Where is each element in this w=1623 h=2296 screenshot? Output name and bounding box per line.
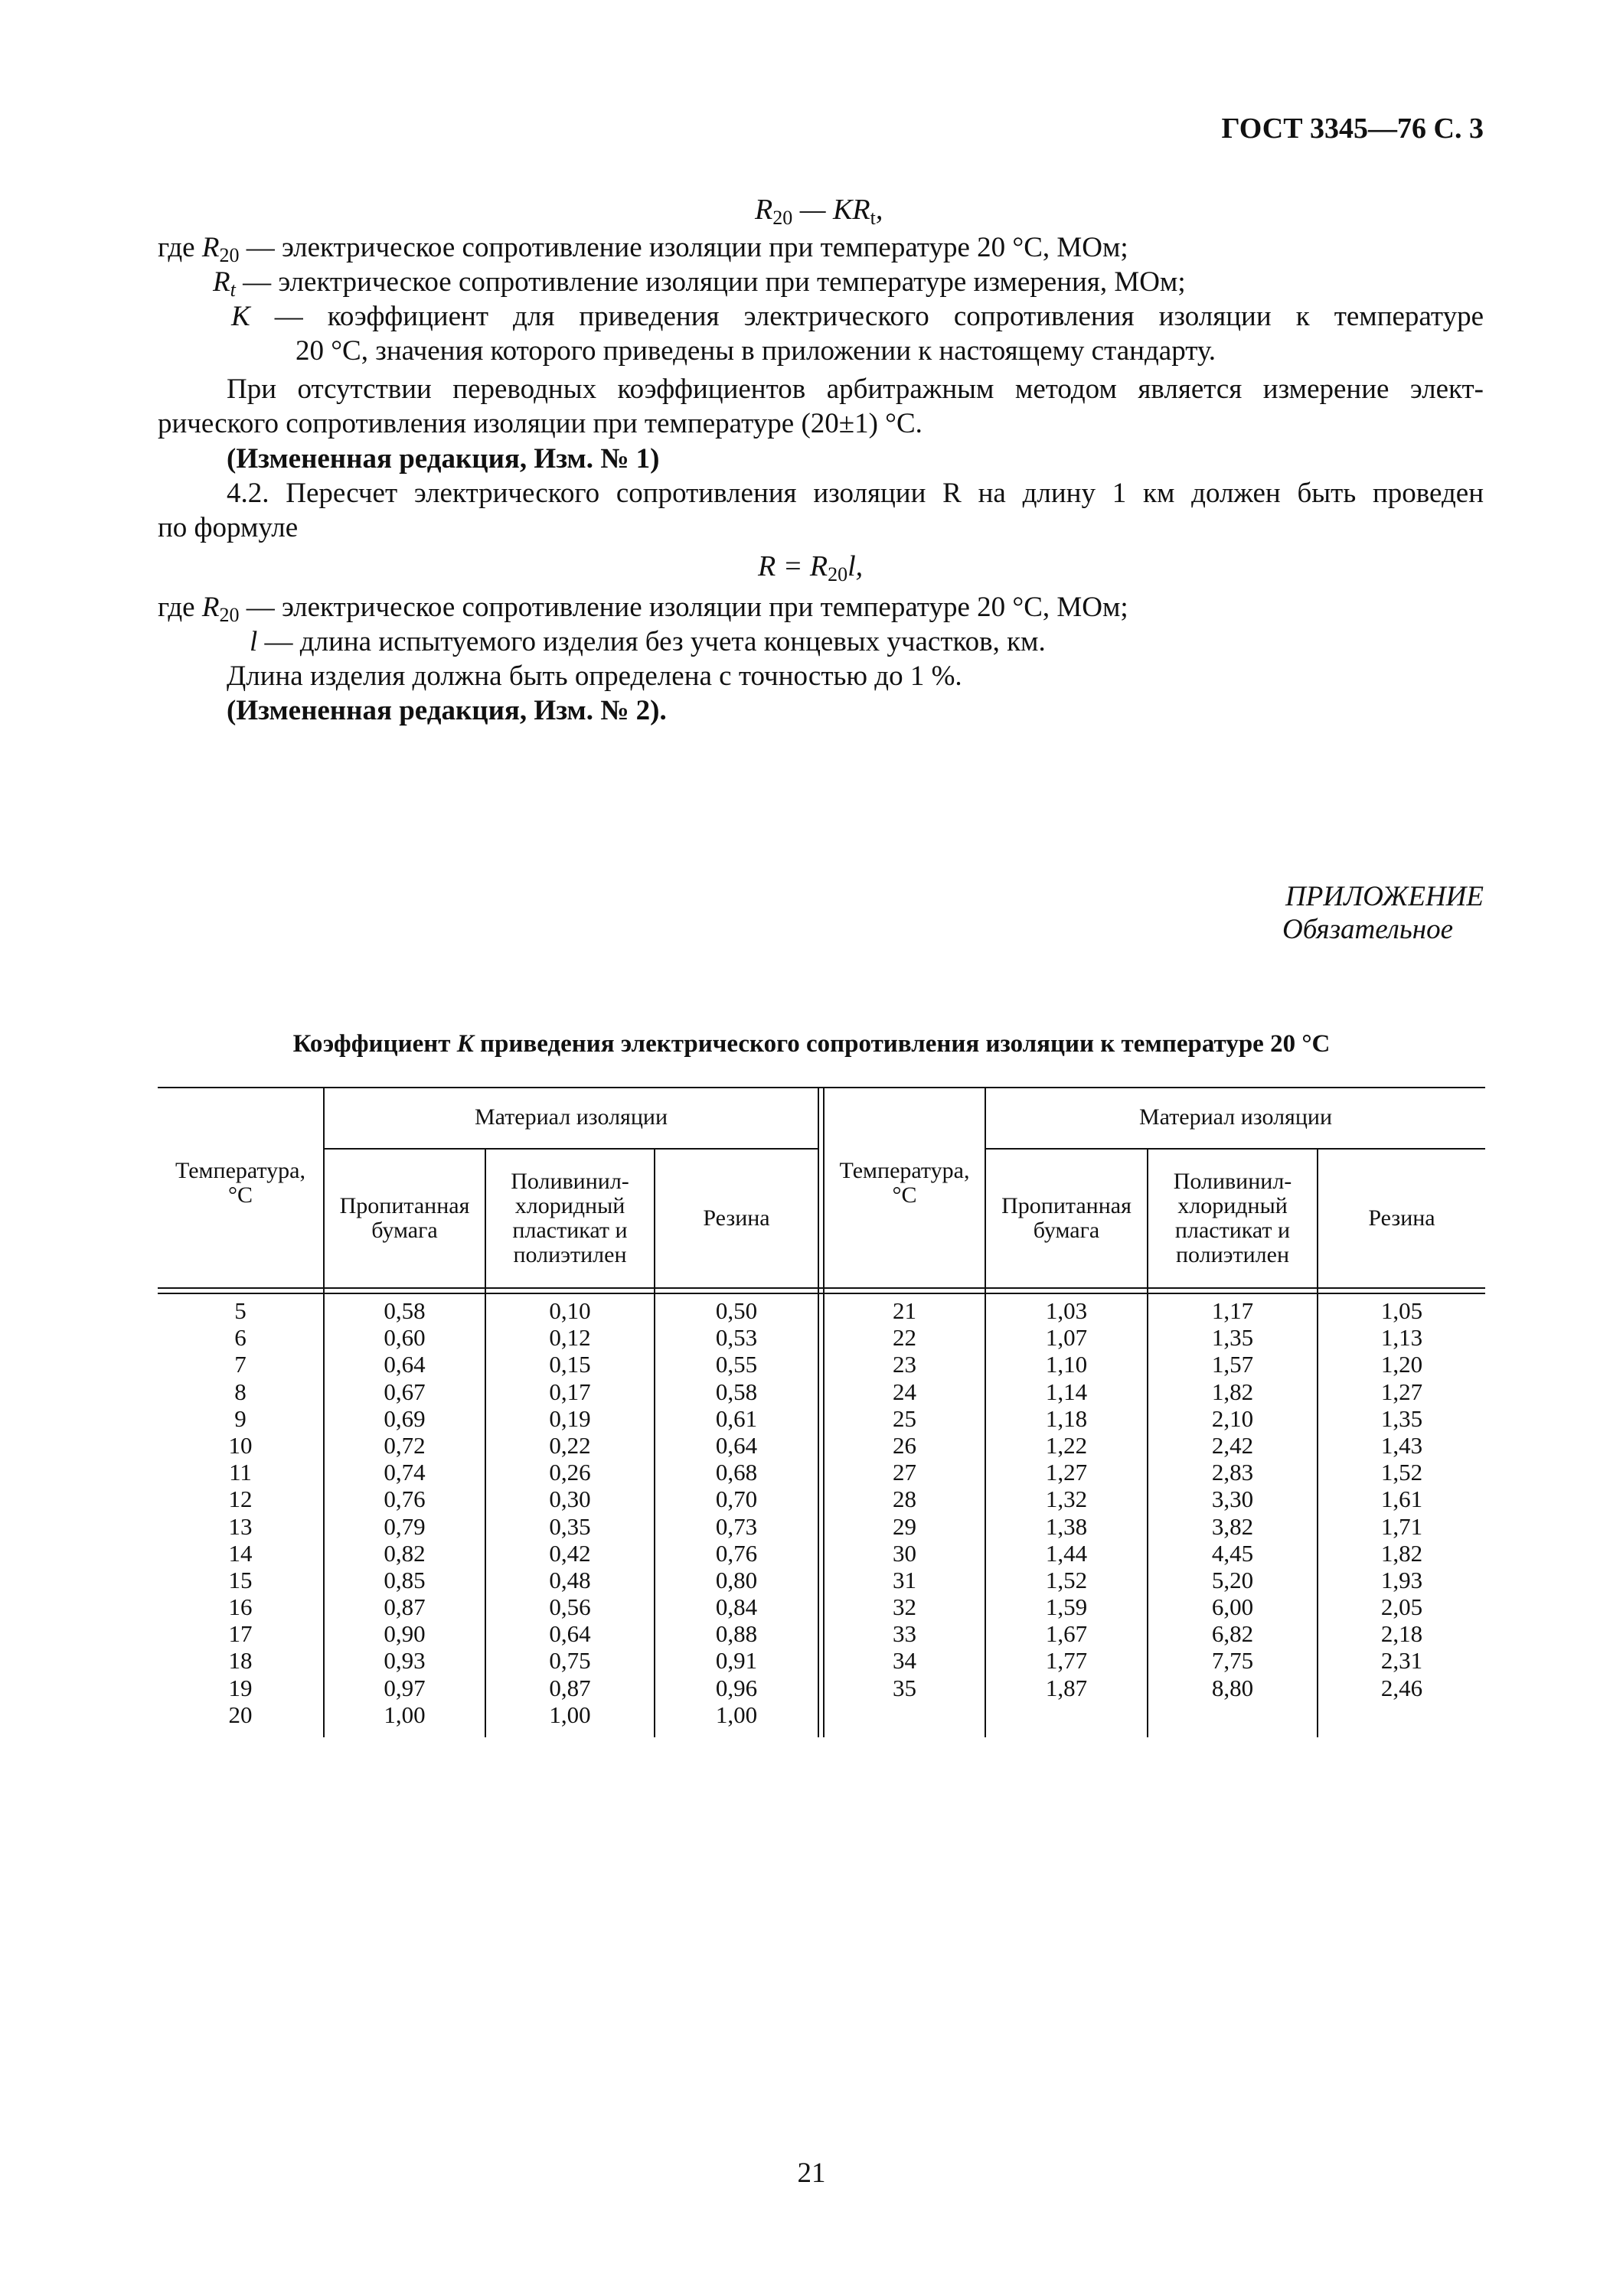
- table-cell: 33: [893, 1620, 916, 1648]
- paragraph: При отсутствии переводных коэффициентов арбитражным методом является измерение элект-: [227, 373, 1484, 405]
- table-cell: 9: [234, 1404, 247, 1432]
- table-cell: 0,26: [549, 1459, 591, 1486]
- table-cell: 15: [228, 1566, 253, 1593]
- table-cell: 1,35: [1380, 1404, 1423, 1432]
- table-cell: 7: [234, 1351, 247, 1378]
- table-cell: 0,12: [549, 1324, 591, 1352]
- table-cell: 27: [893, 1459, 916, 1486]
- column-pvc: [1148, 1297, 1317, 1701]
- table-cell: 1,22: [1045, 1431, 1088, 1459]
- table-cell: 1,67: [1045, 1620, 1088, 1648]
- header-paper: Пропитанная бумага: [1001, 1193, 1132, 1243]
- table-cell: 29: [893, 1512, 916, 1540]
- table-cell: 1,82: [1211, 1378, 1254, 1405]
- table-cell: 0,74: [384, 1459, 426, 1486]
- definition-line: 20 °C, значения которого приведены в приложении к настоящему стандарту.: [296, 335, 1216, 367]
- table-cell: 4,45: [1211, 1539, 1254, 1567]
- table-cell: 0,30: [549, 1486, 591, 1513]
- definition-line: K — коэффициент для приведения электрического сопротивления изоляции к температуре: [231, 301, 1484, 332]
- table-cell: 0,56: [549, 1593, 591, 1621]
- table-cell: 2,83: [1211, 1459, 1254, 1486]
- table-cell: 0,42: [549, 1539, 591, 1567]
- table-cell: 0,60: [384, 1324, 426, 1352]
- table-cell: 32: [893, 1593, 916, 1621]
- table-cell: 1,57: [1211, 1351, 1254, 1378]
- table-cell: 0,58: [384, 1297, 426, 1324]
- table-cell: 0,76: [384, 1486, 426, 1513]
- table-rule-header: [158, 1293, 1485, 1294]
- table-cell: 0,84: [715, 1593, 758, 1621]
- header-rubber: Резина: [1368, 1205, 1435, 1231]
- table-cell: 25: [893, 1404, 916, 1432]
- table-cell: 12: [228, 1486, 253, 1513]
- paragraph: Длина изделия должна быть определена с точностью до 1 %.: [227, 660, 962, 692]
- table-rule-group: [985, 1148, 1485, 1150]
- table-cell: 1,27: [1045, 1459, 1088, 1486]
- table-cell: 35: [893, 1674, 916, 1701]
- table-cell: 1,71: [1380, 1512, 1423, 1540]
- page-number: 21: [797, 2157, 826, 2189]
- paragraph: рического сопротивления изоляции при температуре (20±1) °C.: [158, 408, 923, 439]
- table-cell: 1,38: [1045, 1512, 1088, 1540]
- table-cell: 17: [228, 1620, 253, 1648]
- table-cell: 23: [893, 1351, 916, 1378]
- column-rubber: [1318, 1297, 1485, 1701]
- table-cell: 0,67: [384, 1378, 426, 1405]
- table-cell: 0,58: [715, 1378, 758, 1405]
- column-temperature: [825, 1297, 985, 1701]
- table-cell: 2,42: [1211, 1431, 1254, 1459]
- table-cell: 1,27: [1380, 1378, 1423, 1405]
- table-cell: 0,64: [715, 1431, 758, 1459]
- amendment-note: (Измененная редакция, Изм. № 1): [227, 443, 660, 475]
- coefficient-table: [158, 1087, 1485, 1737]
- table-cell: 14: [228, 1539, 253, 1567]
- table-cell: 0,35: [549, 1512, 591, 1540]
- appendix-subtitle: Обязательное: [1282, 914, 1453, 945]
- table-cell: 2,31: [1380, 1647, 1423, 1675]
- table-cell: 1,82: [1380, 1539, 1423, 1567]
- table-cell: 8: [234, 1378, 247, 1405]
- column-pvc: [486, 1297, 654, 1728]
- table-cell: 24: [893, 1378, 916, 1405]
- table-rule-group: [323, 1148, 819, 1150]
- table-cell: 0,87: [549, 1674, 591, 1701]
- table-cell: 5,20: [1211, 1566, 1254, 1593]
- table-cell: 0,79: [384, 1512, 426, 1540]
- table-cell: 1,87: [1045, 1674, 1088, 1701]
- table-cell: 1,05: [1380, 1297, 1423, 1324]
- table-cell: 0,70: [715, 1486, 758, 1513]
- table-cell: 0,10: [549, 1297, 591, 1324]
- table-cell: 16: [228, 1593, 253, 1621]
- table-cell: 1,52: [1380, 1459, 1423, 1486]
- header-paper: Пропитанная бумага: [339, 1193, 470, 1243]
- table-cell: 0,85: [384, 1566, 426, 1593]
- table-cell: 1,10: [1045, 1351, 1088, 1378]
- table-cell: 19: [228, 1674, 253, 1701]
- table-cell: 1,20: [1380, 1351, 1423, 1378]
- table-cell: 6,00: [1211, 1593, 1254, 1621]
- table-cell: 1,17: [1211, 1297, 1254, 1324]
- table-cell: 2,05: [1380, 1593, 1423, 1621]
- table-cell: 0,50: [715, 1297, 758, 1324]
- amendment-note: (Измененная редакция, Изм. № 2).: [227, 695, 667, 726]
- table-cell: 21: [893, 1297, 916, 1324]
- header-pvc: Поливинил- хлоридный пластикат и полиэтилен: [1173, 1169, 1292, 1267]
- table-cell: 3,30: [1211, 1486, 1254, 1513]
- table-cell: 1,00: [715, 1701, 758, 1728]
- table-cell: 7,75: [1211, 1647, 1254, 1675]
- table-cell: 1,03: [1045, 1297, 1088, 1324]
- table-cell: 3,82: [1211, 1512, 1254, 1540]
- table-cell: 6: [234, 1324, 247, 1352]
- table-cell: 0,19: [549, 1404, 591, 1432]
- table-cell: 0,68: [715, 1459, 758, 1486]
- table-cell: 0,64: [549, 1620, 591, 1648]
- table-cell: 2,46: [1380, 1674, 1423, 1701]
- appendix-title: ПРИЛОЖЕНИЕ: [1285, 881, 1484, 912]
- table-cell: 0,64: [384, 1351, 426, 1378]
- table-cell: 1,32: [1045, 1486, 1088, 1513]
- table-cell: 0,48: [549, 1566, 591, 1593]
- table-cell: 18: [228, 1647, 253, 1675]
- table-cell: 1,44: [1045, 1539, 1088, 1567]
- header-temperature: Температура, °C: [839, 1158, 970, 1208]
- table-cell: 11: [229, 1459, 252, 1486]
- table-cell: 0,88: [715, 1620, 758, 1648]
- table-cell: 2,10: [1211, 1404, 1254, 1432]
- table-cell: 22: [893, 1324, 916, 1352]
- table-cell: 1,18: [1045, 1404, 1088, 1432]
- table-cell: 10: [228, 1431, 253, 1459]
- column-rubber: [655, 1297, 818, 1728]
- table-cell: 0,93: [384, 1647, 426, 1675]
- running-header: ГОСТ 3345—76 С. 3: [1221, 113, 1484, 145]
- table-cell: 20: [228, 1701, 253, 1728]
- table-cell: 0,76: [715, 1539, 758, 1567]
- paragraph: по формуле: [158, 512, 299, 543]
- table-cell: 1,43: [1380, 1431, 1423, 1459]
- table-caption: Коэффициент K приведения электрического сопротивления изоляции к температуре 20 °C: [292, 1030, 1331, 1058]
- column-paper: [986, 1297, 1147, 1701]
- header-temperature: Температура, °C: [175, 1158, 305, 1208]
- table-cell: 0,90: [384, 1620, 426, 1648]
- table-cell: 0,61: [715, 1404, 758, 1432]
- definition-line: где $R_{20}$ — электрическое сопротивление изоляции при температуре 20 °C, МОм;: [158, 592, 1128, 626]
- table-cell: 1,35: [1211, 1324, 1254, 1352]
- table-cell: 28: [893, 1486, 916, 1513]
- table-cell: 6,82: [1211, 1620, 1254, 1648]
- header-material: Материал изоляции: [474, 1104, 668, 1130]
- table-cell: 0,15: [549, 1351, 591, 1378]
- table-cell: 0,22: [549, 1431, 591, 1459]
- table-cell: 34: [893, 1647, 916, 1675]
- table-cell: 1,00: [384, 1701, 426, 1728]
- table-rule-top: [158, 1087, 1485, 1088]
- table-cell: 1,77: [1045, 1647, 1088, 1675]
- header-rubber: Резина: [703, 1205, 770, 1231]
- table-cell: 0,91: [715, 1647, 758, 1675]
- table-cell: 0,73: [715, 1512, 758, 1540]
- table-cell: 0,17: [549, 1378, 591, 1405]
- table-cell: 0,72: [384, 1431, 426, 1459]
- table-cell: 1,59: [1045, 1593, 1088, 1621]
- definition-line: где $R_{20}$ — электрическое сопротивление изоляции при температуре 20 °C, МОм;: [158, 232, 1128, 266]
- table-cell: 0,97: [384, 1674, 426, 1701]
- table-cell: 2,18: [1380, 1620, 1423, 1648]
- table-cell: 0,53: [715, 1324, 758, 1352]
- table-cell: 0,80: [715, 1566, 758, 1593]
- header-pvc: Поливинил- хлоридный пластикат и полиэтилен: [511, 1169, 629, 1267]
- column-temperature: [158, 1297, 323, 1728]
- paragraph: 4.2. Пересчет электрического сопротивления изоляции R на длину 1 км должен быть проведен: [227, 478, 1484, 509]
- header-material: Материал изоляции: [1138, 1104, 1332, 1130]
- table-cell: 0,69: [384, 1404, 426, 1432]
- table-cell: 1,61: [1380, 1486, 1423, 1513]
- definition-line: l — длина испытуемого изделия без учета концевых участков, км.: [250, 626, 1046, 657]
- table-cell: 1,13: [1380, 1324, 1423, 1352]
- table-cell: 5: [234, 1297, 247, 1324]
- table-cell: 1,93: [1380, 1566, 1423, 1593]
- table-cell: 26: [893, 1431, 916, 1459]
- table-cell: 1,00: [549, 1701, 591, 1728]
- table-cell: 13: [228, 1512, 253, 1540]
- column-paper: [325, 1297, 485, 1728]
- table-cell: 1,52: [1045, 1566, 1088, 1593]
- table-cell: 0,75: [549, 1647, 591, 1675]
- table-rule-vertical: [818, 1087, 819, 1737]
- table-cell: 0,87: [384, 1593, 426, 1621]
- formula-r20: $R_{20}$ — $KR_t$,: [755, 194, 883, 229]
- table-cell: 1,07: [1045, 1324, 1088, 1352]
- table-cell: 0,96: [715, 1674, 758, 1701]
- table-cell: 0,82: [384, 1539, 426, 1567]
- table-cell: 30: [893, 1539, 916, 1567]
- table-cell: 31: [893, 1566, 916, 1593]
- table-cell: 0,55: [715, 1351, 758, 1378]
- table-cell: 1,14: [1045, 1378, 1088, 1405]
- table-rule-header: [158, 1287, 1485, 1289]
- formula-r: $R = R_{20}l$,: [758, 550, 864, 585]
- table-cell: 8,80: [1211, 1674, 1254, 1701]
- definition-line: $R_t$ — электрическое сопротивление изоляции при температуре измерения, МОм;: [213, 266, 1186, 301]
